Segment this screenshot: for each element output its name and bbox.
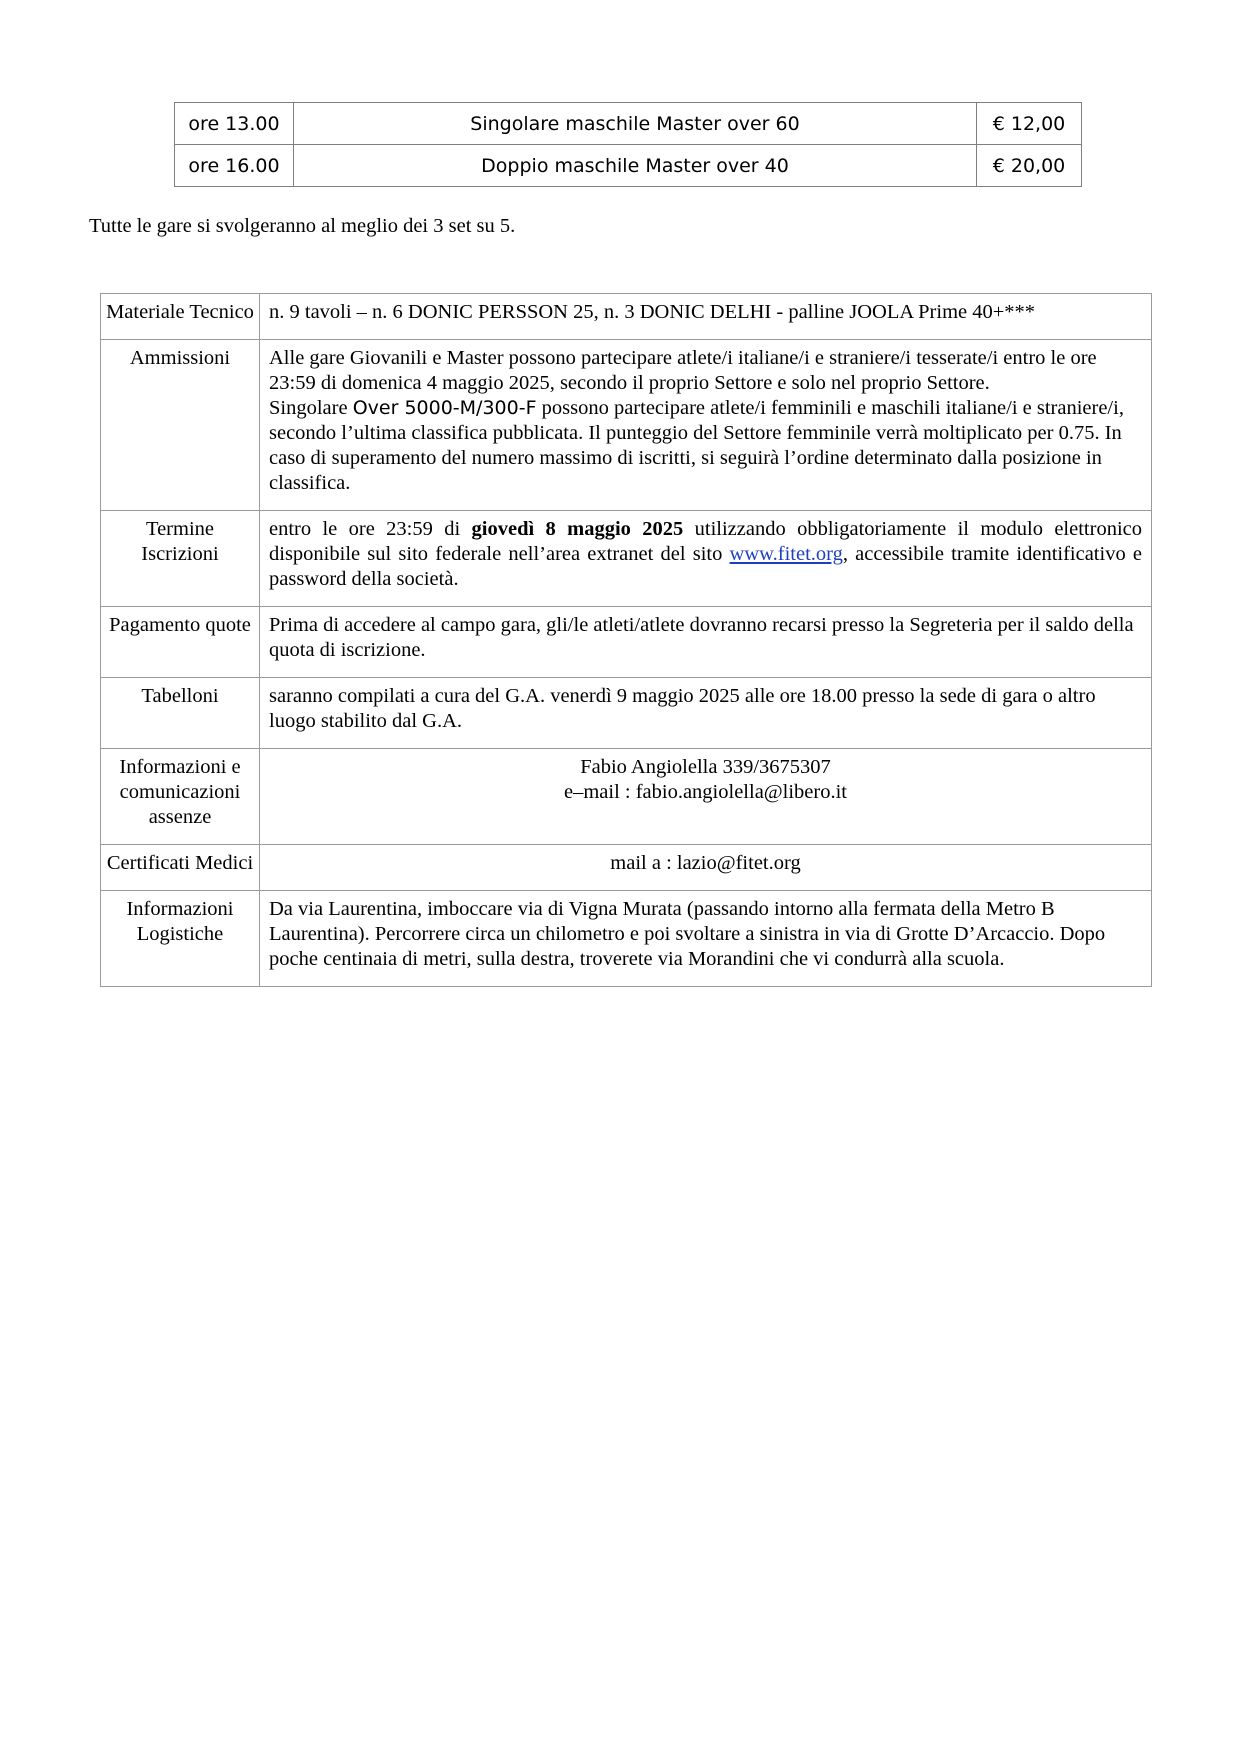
- table-row: [101, 607, 1152, 678]
- ammissioni-paragraph-1: Alle gare Giovanili e Master possono partecipare atlete/i italiane/i e straniere/i tesserate/i entro le ore 23:59 di domenica 4 maggio 2025, secondo il proprio Settore e solo nel proprio Settore.: [269, 347, 1097, 394]
- row-value-materiale: n. 9 tavoli – n. 6 DONIC PERSSON 25, n. 3 DONIC DELHI - palline JOOLA Prime 40+***: [260, 294, 1152, 340]
- row-value-certificati: mail a : lazio@fitet.org: [260, 845, 1152, 891]
- termine-text: , accessibile tramite identificativo e password della società.: [269, 543, 1142, 590]
- row-value-logistiche: Da via Laurentina, imboccare via di Vigna Murata (passando intorno alla fermata della Metro B Laurentina). Percorrere circa un chilometro e poi svoltare a sinistra in via di Grotte D’Arcaccio. Dopo poche centinaia di metri, sulla destra, troverete via Morandini che vi condurrà alla scuola.: [260, 891, 1152, 987]
- table-row: [175, 145, 1082, 187]
- termine-text: utilizzando obbligatoriamente il modulo elettronico disponibile sul sito federale nell’area extranet del sito: [269, 518, 1142, 565]
- table-row: [101, 891, 1152, 987]
- table-row: [101, 511, 1152, 607]
- row-label-pagamento: Pagamento quote: [101, 607, 260, 678]
- ammissioni-text: possono partecipare atlete/i femminili e maschili italiane/i e straniere/i, secondo l’ultima classifica pubblicata. Il punteggio del Settore femminile verrà moltiplicato per 0.75. In caso di superamento del numero massimo di iscritti, si seguirà l’ordine determinato dalla posizione in classifica.: [269, 397, 1124, 494]
- row-label-ammissioni: Ammissioni: [101, 340, 260, 511]
- ammissioni-paragraph-2: [269, 396, 1142, 496]
- schedule-fee: € 20,00: [977, 145, 1082, 187]
- row-value-tabelloni: saranno compilati a cura del G.A. venerdì 9 maggio 2025 alle ore 18.00 presso la sede di gara o altro luogo stabilito dal G.A.: [260, 678, 1152, 749]
- table-row: [101, 294, 1152, 340]
- schedule-table: [174, 102, 1082, 187]
- fitet-link[interactable]: www.fitet.org: [729, 543, 843, 565]
- row-label-informazioni: Informazioni e comunicazioni assenze: [101, 749, 260, 845]
- termine-text: entro le ore 23:59 di: [269, 518, 472, 540]
- format-note: Tutte le gare si svolgeranno al meglio dei 3 set su 5.: [89, 215, 516, 237]
- table-row: [101, 340, 1152, 511]
- schedule-event: Doppio maschile Master over 40: [294, 145, 977, 187]
- row-value-pagamento: Prima di accedere al campo gara, gli/le atleti/atlete dovranno recarsi presso la Segreteria per il saldo della quota di iscrizione.: [260, 607, 1152, 678]
- schedule-fee: € 12,00: [977, 103, 1082, 145]
- row-value-informazioni: [260, 749, 1152, 845]
- schedule-time: ore 16.00: [175, 145, 294, 187]
- row-value-ammissioni: [260, 340, 1152, 511]
- ammissioni-text: Singolare: [269, 397, 353, 419]
- contact-email: e–mail : fabio.angiolella@libero.it: [563, 781, 848, 803]
- row-label-tabelloni: Tabelloni: [101, 678, 260, 749]
- termine-deadline: giovedì 8 maggio 2025: [471, 518, 684, 540]
- table-row: [101, 678, 1152, 749]
- table-row: [175, 103, 1082, 145]
- schedule-time: ore 13.00: [175, 103, 294, 145]
- row-label-termine: Termine Iscrizioni: [101, 511, 260, 607]
- info-table: [100, 293, 1152, 987]
- table-row: [101, 749, 1152, 845]
- contact-name-phone: Fabio Angiolella 339/3675307: [580, 756, 831, 778]
- ammissioni-category: Over 5000-M/300-F: [352, 397, 537, 419]
- row-label-materiale: Materiale Tecnico: [101, 294, 260, 340]
- row-label-logistiche: Informazioni Logistiche: [101, 891, 260, 987]
- table-row: [101, 845, 1152, 891]
- schedule-event: Singolare maschile Master over 60: [294, 103, 977, 145]
- row-value-termine: [260, 511, 1152, 607]
- row-label-certificati: Certificati Medici: [101, 845, 260, 891]
